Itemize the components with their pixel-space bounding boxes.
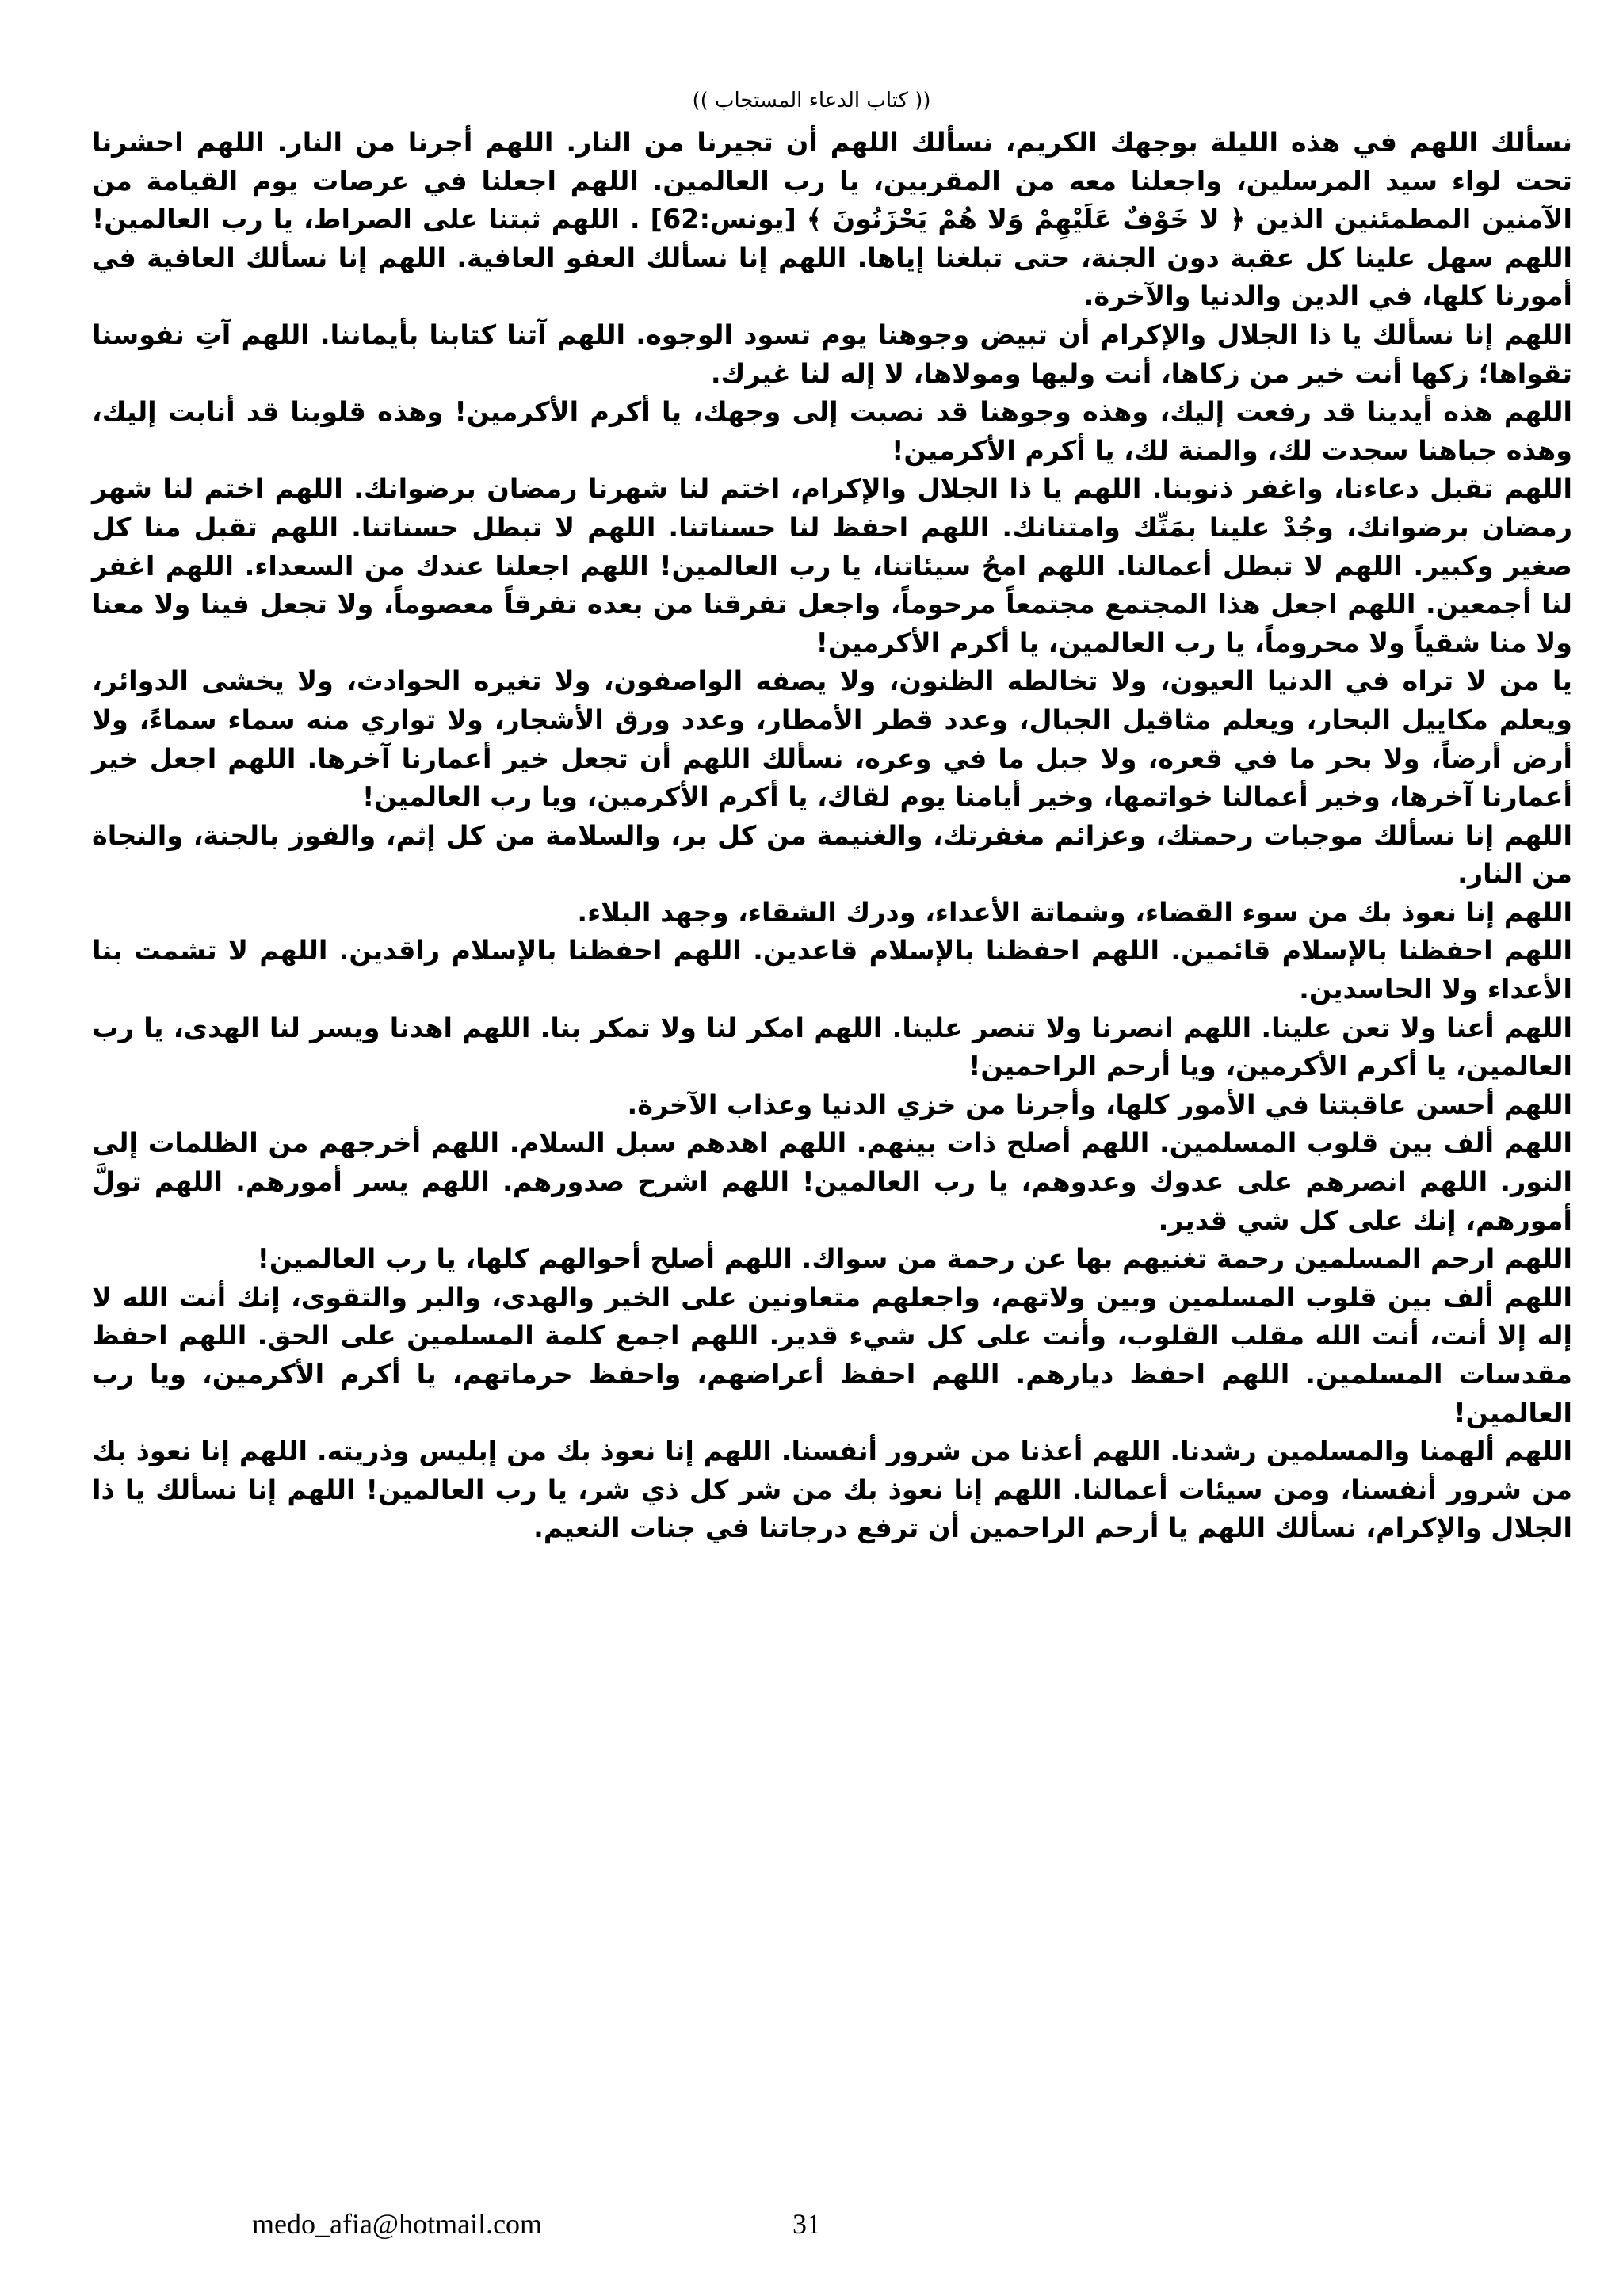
main-text-body	[92, 124, 1572, 1548]
book-title-header: (( كتاب الدعاء المستجاب ))	[692, 89, 931, 113]
paragraph-1: نسألك اللهم في هذه الليلة بوجهك الكريم، نسألك اللهم أن تجيرنا من النار. اللهم أجرنا من النار. اللهم احشرنا تحت لواء سيد المرسلين، واجعلنا معه من المقربين، يا رب العالمين. اللهم اجعلنا في عرصات يوم القيامة من الآمنين المطمئنين الذين ﴿ لا خَوْفٌ عَلَيْهِمْ وَلا هُمْ يَحْزَنُونَ ﴾ [يونس:62] . اللهم ثبتنا على الصراط، يا رب العالمين! اللهم سهل علينا كل عقبة دون الجنة، حتى تبلغنا إياها. اللهم إنا نسألك العفو العافية. اللهم إنا نسألك العافية في أمورنا كلها، في الدين والدنيا والآخرة.	[92, 127, 1572, 312]
paragraph-3: اللهم هذه أيدينا قد رفعت إليك، وهذه وجوهنا قد نصبت إلى وجهك، يا أكرم الأكرمين! وهذه قلوبنا قد أنابت إليك، وهذه جباهنا سجدت لك، والمنة لك، يا أكرم الأكرمين!	[92, 396, 1572, 466]
footer-email: medo_afia@hotmail.com	[252, 2208, 543, 2240]
paragraph-11: اللهم ألف بين قلوب المسلمين. اللهم أصلح ذات بينهم. اللهم اهدهم سبل السلام. اللهم أخرجهم من الظلمات إلى النور. اللهم انصرهم على عدوك وعدوهم، يا رب العالمين! اللهم اشرح صدورهم. اللهم يسر أمورهم. اللهم تولَّ أمورهم، إنك على كل شي قدير.	[92, 1127, 1572, 1236]
paragraph-13: اللهم ألف بين قلوب المسلمين وبين ولاتهم، واجعلهم متعاونين على الخير والهدى، والبر والتقوى، إنك أنت الله لا إله إلا أنت، أنت الله مقلب القلوب، وأنت على كل شيء قدير. اللهم اجمع كلمة المسلمين على الحق. اللهم احفظ مقدسات المسلمين. اللهم احفظ ديارهم. اللهم احفظ أعراضهم، واحفظ حرماتهم، يا أكرم الأكرمين، ويا رب العالمين!	[92, 1281, 1572, 1428]
paragraph-4: اللهم تقبل دعاءنا، واغفر ذنوبنا. اللهم يا ذا الجلال والإكرام، اختم لنا شهرنا رمضان برضوانك. اللهم اختم لنا شهر رمضان برضوانك، وجُدْ علينا بمَنِّك وامتنانك. اللهم احفظ لنا حسناتنا. اللهم لا تبطل حسناتنا. اللهم تقبل منا كل صغير وكبير. اللهم لا تبطل أعمالنا. اللهم امحُ سيئاتنا، يا رب العالمين! اللهم اجعلنا عندك من السعداء. اللهم اغفر لنا أجمعين. اللهم اجعل هذا المجتمع مجتمعاً مرحوماً، واجعل تفرقنا من بعده تفرقاً معصوماً، ولا تجعل فينا ولا معنا ولا منا شقياً ولا محروماً، يا رب العالمين، يا أكرم الأكرمين!	[92, 473, 1572, 658]
paragraph-8: اللهم احفظنا بالإسلام قائمين. اللهم احفظنا بالإسلام قاعدين. اللهم احفظنا بالإسلام راقدين. اللهم لا تشمت بنا الأعداء ولا الحاسدين.	[92, 935, 1572, 1005]
paragraph-12: اللهم ارحم المسلمين رحمة تغنيهم بها عن رحمة من سواك. اللهم أصلح أحوالهم كلها، يا رب العالمين!	[257, 1243, 1572, 1275]
page-number: 31	[792, 2208, 821, 2240]
paragraph-6: اللهم إنا نسألك موجبات رحمتك، وعزائم مغفرتك، والغنيمة من كل بر، والسلامة من كل إثم، والفوز بالجنة، والنجاة من النار.	[92, 819, 1572, 890]
paragraph-7: اللهم إنا نعوذ بك من سوء القضاء، وشماتة الأعداء، ودرك الشقاء، وجهد البلاء.	[577, 896, 1572, 928]
paragraph-10: اللهم أحسن عاقبتنا في الأمور كلها، وأجرنا من خزي الدنيا وعذاب الآخرة.	[627, 1089, 1572, 1120]
paragraph-2: اللهم إنا نسألك يا ذا الجلال والإكرام أن تبيض وجوهنا يوم تسود الوجوه. اللهم آتنا كتابنا بأيماننا. اللهم آتِ نفوسنا تقواها؛ زكها أنت خير من زكاها، أنت وليها ومولاها، لا إله لنا غيرك.	[92, 318, 1572, 389]
paragraph-5: يا من لا تراه في الدنيا العيون، ولا تخالطه الظنون، ولا يصفه الواصفون، ولا تغيره الحوادث، ولا يخشى الدوائر، ويعلم مكاييل البحار، ويعلم مثاقيل الجبال، وعدد قطر الأمطار، وعدد ورق الأشجار، ولا تواري منه سماء سماءً، ولا أرض أرضاً، ولا بحر ما في قعره، ولا جبل ما في وعره، نسألك اللهم أن تجعل خير أعمارنا آخرها. اللهم اجعل خير أعمارنا آخرها، وخير أعمالنا خواتمها، وخير أيامنا يوم لقاك، يا أكرم الأكرمين، ويا رب العالمين!	[92, 666, 1572, 813]
paragraph-14: اللهم ألهمنا والمسلمين رشدنا. اللهم أعذنا من شرور أنفسنا. اللهم إنا نعوذ بك من إبليس وذريته. اللهم إنا نعوذ بك من شرور أنفسنا، ومن سيئات أعمالنا. اللهم إنا نعوذ بك من شر كل ذي شر، يا رب العالمين! اللهم إنا نسألك يا ذا الجلال والإكرام، نسألك اللهم يا أرحم الراحمين أن ترفع درجاتنا في جنات النعيم.	[92, 1436, 1572, 1544]
paragraph-9: اللهم أعنا ولا تعن علينا. اللهم انصرنا ولا تنصر علينا. اللهم امكر لنا ولا تمكر بنا. اللهم اهدنا ويسر لنا الهدى، يا رب العالمين، يا أكرم الأكرمين، ويا أرحم الراحمين!	[92, 1012, 1572, 1082]
